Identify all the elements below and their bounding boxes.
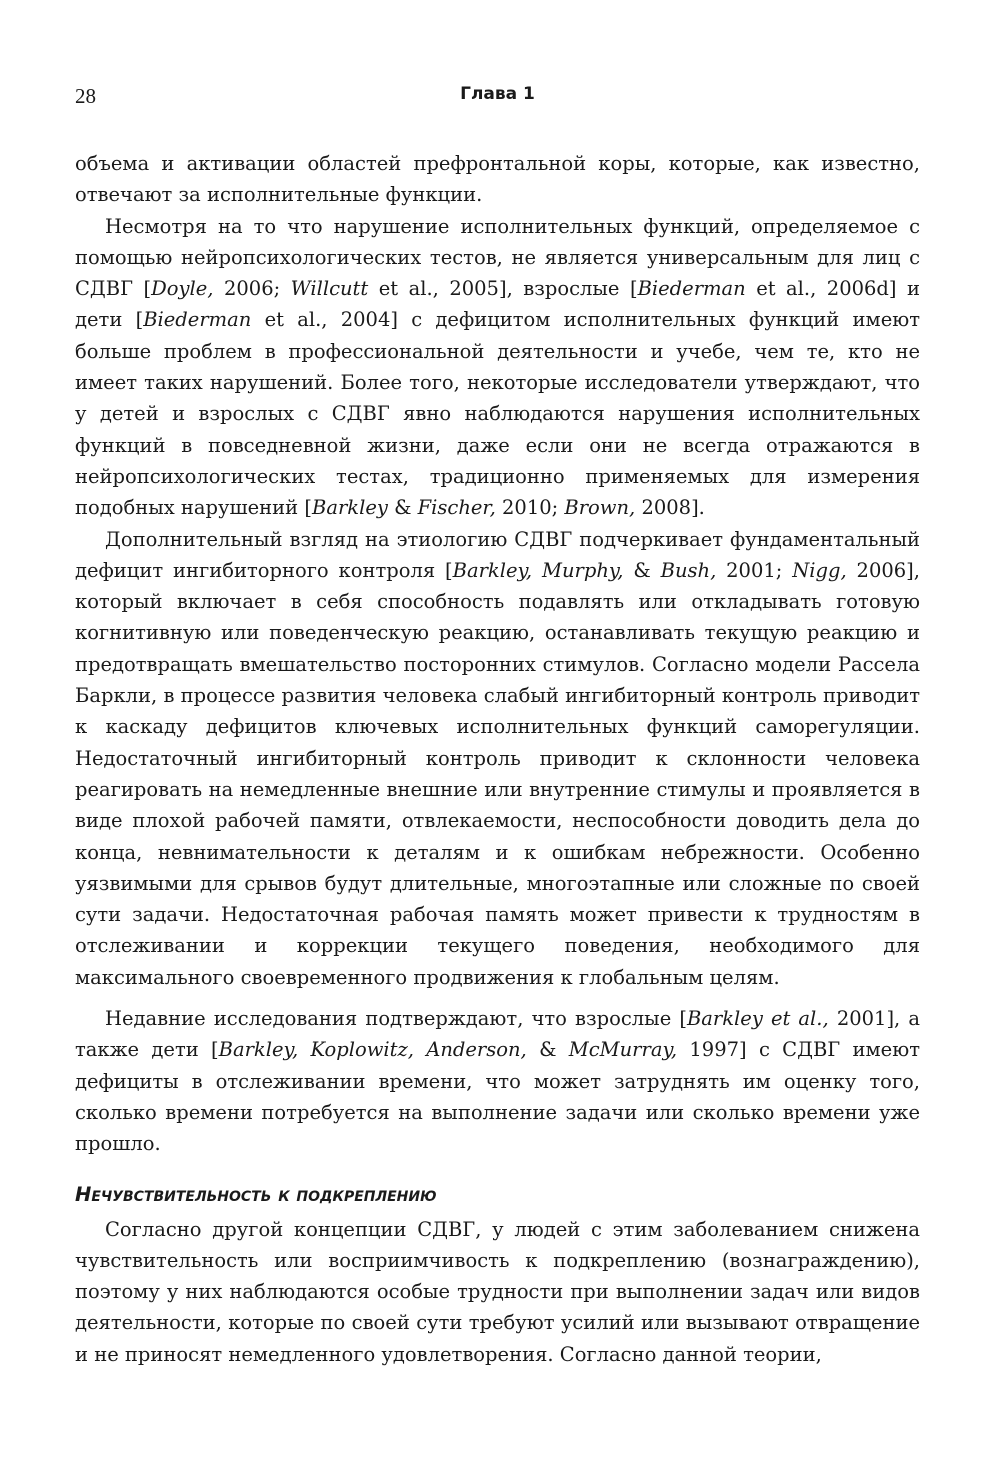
body-paragraph (75, 1003, 920, 1159)
text-run: 2006], который включает в себя способность подавлять или откладывать готовую когнитивную или поведенческую реакцию, останавливать текущую реакцию и предотвращать вмешательство посторонних стимулов. Согласно модели Рассела Баркли, в процессе развития человека слабый ингибиторный контроль приводит к каскаду дефицитов ключевых исполнительных функций саморегуляции. Недостаточный ингибиторный контроль приводит к склонности человека реагировать на немедленные внешние или внутренние стимулы и проявляется в виде плохой рабочей памяти, отвлекаемости, неспособности доводить дела до конца, невнимательности к деталям и к ошибкам небрежности. Особенно уязвимыми для срывов будут длительные, многоэтапные или сложные по своей сути задачи. Недостаточная рабочая память может привести к трудностям в отслеживании и коррекции текущего поведения, необходимого для максимального своевременного продвижения к глобальным целям. (75, 558, 920, 989)
section-paragraph: Согласно другой концепции СДВГ, у людей с этим заболеванием снижена чувствительность или восприимчивость к подкреплению (вознаграждению), поэтому у них наблюдаются особые трудности при выполнении задач или видов деятельности, которые по своей сути требуют усилий или вызывают отвращение и не приносят немедленного удовлетворения. Согласно данной теории, (75, 1217, 920, 1366)
text-run: et al., 2006d] и дети [ (75, 277, 921, 332)
citation-author: Nigg, (792, 558, 847, 582)
citation-author: Brown, (564, 496, 636, 520)
text-run: 2001; (716, 558, 793, 582)
citation-author: Bush, (660, 558, 717, 582)
citation-author: Biederman (637, 277, 746, 301)
section-heading: Нечувствительность к подкреплению (75, 1182, 437, 1206)
page-header (75, 84, 920, 116)
text-run: 1997] с СДВГ имеют дефициты в отслеживании времени, что может затруднять им оценку того, сколько времени потребуется на выполнение задачи или сколько времени уже прошло. (75, 1038, 920, 1156)
text-run: & (387, 496, 418, 520)
text-run: 2008]. (635, 496, 705, 520)
text-run: et al., 2004] с дефицитом исполнительных функций имеют больше проблем в профессиональной деятельности и учебе, чем те, кто не имеет таких нарушений. Более того, некоторые исследователи утверждают, что у детей и взрослых с СДВГ явно наблюдаются нарушения исполнительных функций в повседневной жизни, даже если они не всегда отражаются в нейропсихологических тестах, традиционно применяемых для измерения подобных нарушений [ (75, 308, 920, 520)
body-paragraph (75, 148, 920, 211)
text-run: Недавние исследования подтверждают, что взрослые [ (105, 1007, 687, 1031)
text-run: 2001], а также дети [ (75, 1007, 920, 1062)
citation-author: Biederman (143, 308, 252, 332)
text-run: et al., 2005], взрослые [ (368, 277, 638, 301)
citation-author: Barkley (311, 496, 388, 520)
chapter-running-head: Глава 1 (460, 84, 535, 104)
paragraph-list (75, 148, 920, 1160)
text-run: & (623, 558, 661, 582)
citation-author: McMurray, (568, 1038, 678, 1062)
citation-author: Willcutt (290, 277, 369, 301)
text-run: объема и активации областей префронтальной коры, которые, как известно, отвечают за исполнительные функции. (75, 152, 920, 207)
citation-author: Barkley et al., (686, 1007, 829, 1031)
body-paragraph (75, 211, 920, 524)
body-text (75, 148, 920, 1370)
citation-author: Doyle, (151, 277, 214, 301)
text-run: 2006; (213, 277, 291, 301)
citation-author: Barkley, Murphy, (452, 558, 624, 582)
citation-author: Barkley, Koplowitz, Anderson, (218, 1038, 527, 1062)
text-run: Несмотря на то что нарушение исполнительных функций, определяемое с помощью нейропсихологических тестов, не является универсальным для лиц с СДВГ [ (75, 214, 920, 301)
citation-author: Fischer, (417, 496, 496, 520)
text-run: 2010; (495, 496, 565, 520)
body-paragraph (75, 524, 920, 993)
page-number: 28 (75, 84, 96, 108)
text-run: Дополнительный взгляд на этиологию СДВГ подчеркивает фундаментальный дефицит ингибиторного контроля [ (75, 527, 920, 582)
text-run: & (526, 1038, 569, 1062)
